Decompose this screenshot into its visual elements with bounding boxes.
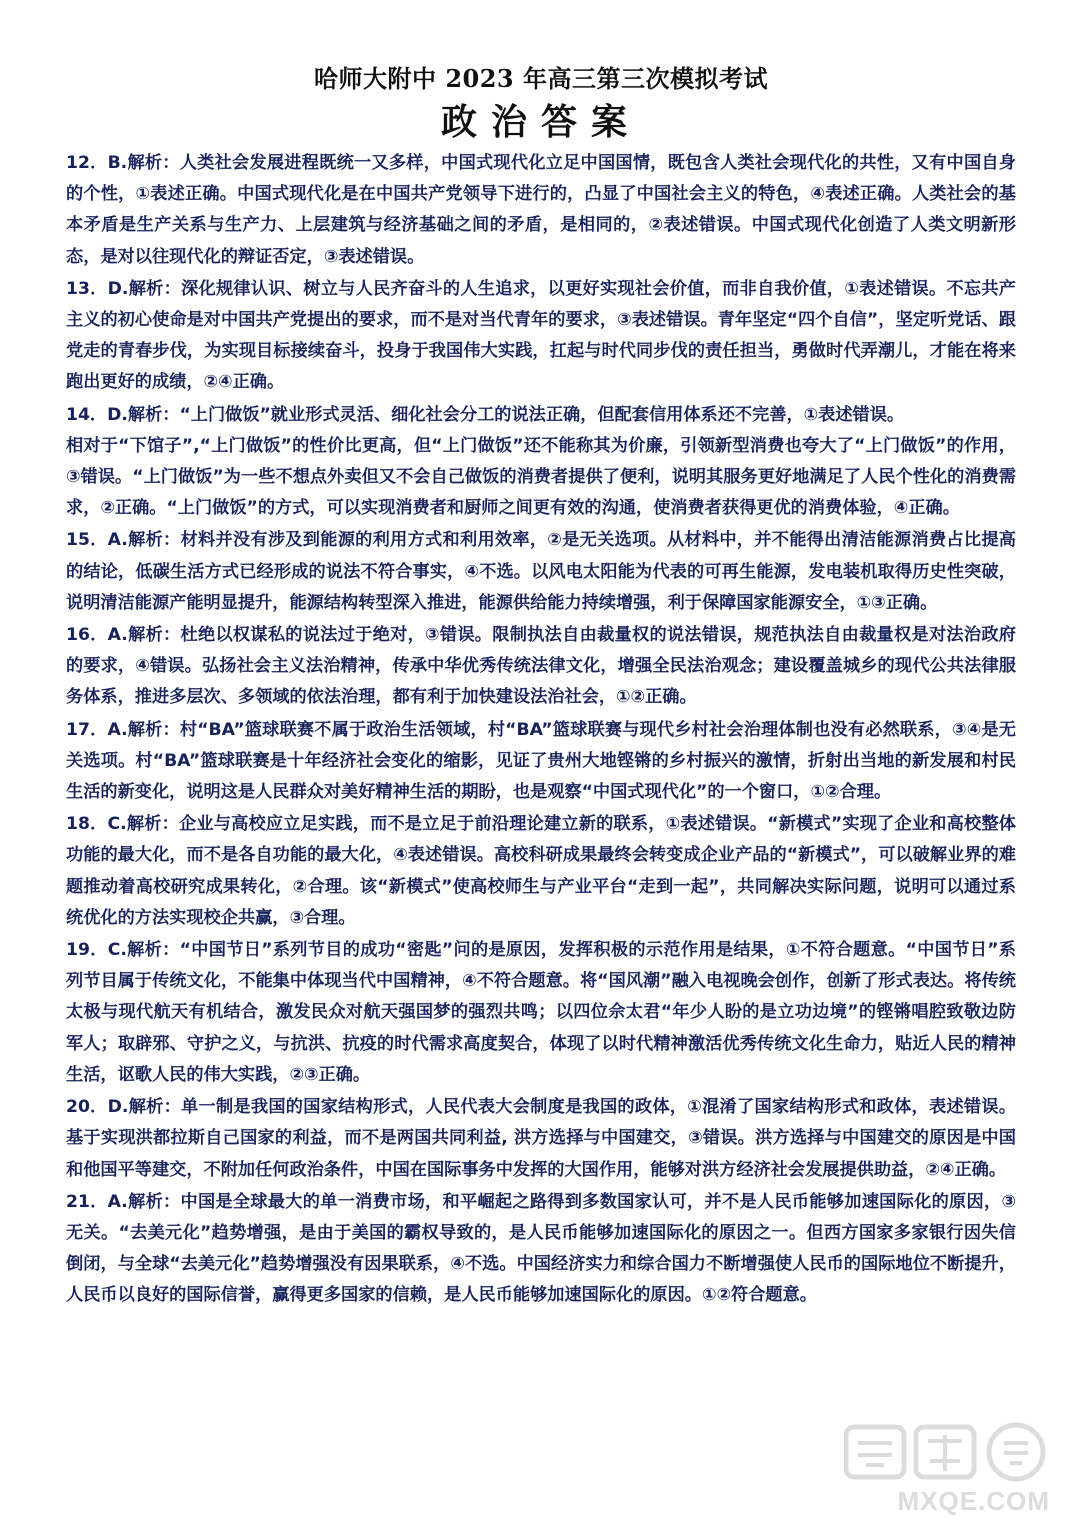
answer-list [66, 148, 1016, 1312]
answer-text: 相对于“下馆子”,“上门做饭”的性价比更高，但“上门做饭”还不能称其为价廉，引领新型消费也夸大了“上门做饭”的作用，③错误。“上门做饭”为一些不想点外卖但又不会自己做饭的消费者提供了便利，说明其服务更好地满足了人民个性化的消费需求，②正确。“上门做饭”的方式，可以实现消费者和厨师之间更有效的沟通，使消费者获得更优的消费体验，④正确。 [66, 435, 1016, 519]
answer-item [66, 620, 1016, 714]
answer-item [66, 274, 1016, 399]
answer-text: 解析：“上门做饭”就业形式灵活、细化社会分工的说法正确，但配套信用体系还不完善，①表述错误。 [127, 404, 905, 425]
answer-number: 18．C. [66, 814, 127, 835]
page-subtitle: 政治答案 [440, 101, 641, 143]
answer-number: 17．A. [66, 719, 128, 740]
answer-item [66, 809, 1016, 934]
answer-paragraph [66, 809, 1016, 934]
watermark-logo [844, 1421, 1054, 1483]
answer-paragraph [66, 1092, 1016, 1186]
answer-text: 解析：杜绝以权谋私的说法过于绝对，③错误。限制执法自由裁量权的说法错误，规范执法自由裁量权是对法治政府的要求，④错误。弘扬社会主义法治精神，传承中华优秀传统法律文化，增强全民法治观念；建设覆盖城乡的现代公共法律服务体系，推进多层次、多领域的依法治理，都有利于加快建设法治社会，①②正确。 [66, 625, 1016, 708]
answer-paragraph [66, 148, 1016, 273]
answer-text: 解析：人类社会发展进程既统一又多样，中国式现代化立足中国国情，既包含人类社会现代化的共性，又有中国自身的个性，①表述正确。中国式现代化是在中国共产党领导下进行的，凸显了中国社会主义的特色，④表述正确。人类社会的基本矛盾是生产关系与生产力、上层建筑与经济基础之间的矛盾，是相同的，②表述错误。中国式现代化创造了人类文明新形态，是对以往现代化的辩证否定，③表述错误。 [66, 153, 1016, 267]
answer-item [66, 525, 1016, 619]
watermark [844, 1421, 1054, 1517]
answer-number: 15．A. [66, 530, 128, 551]
answer-item [66, 715, 1016, 809]
answer-item [66, 1187, 1016, 1312]
answer-paragraph [66, 525, 1016, 619]
answer-number: 13．D. [66, 278, 129, 299]
page-title: 哈师大附中 2023 年高三第三次模拟考试 [313, 64, 768, 93]
answer-text: 解析：“中国节日”系列节目的成功“密匙”问的是原因，发挥积极的示范作用是结果，①不符合题意。“中国节日”系列节目属于传统文化，不能集中体现当代中国精神，④不符合题意。将“国风潮”融入电视晚会创作，创新了形式表达。将传统太极与现代航天有机结合，激发民众对航天强国梦的强烈共鸣；以四位佘太君“年少人盼的是立功边境”的铿锵唱腔致敬边防军人；取辟邪、守护之义，与抗洪、抗疫的时代需求高度契合，体现了以时代精神激活优秀传统文化生命力，贴近人民的精神生活，讴歌人民的伟大实践，②③正确。 [66, 940, 1016, 1085]
answer-paragraph [66, 1187, 1016, 1312]
answer-number: 14．D. [66, 404, 128, 425]
answer-text: 解析：单一制是我国的国家结构形式，人民代表大会制度是我国的政体，①混淆了国家结构形式和政体，表述错误。基于实现洪都拉斯自己国家的利益，而不是两国共同利益, 洪方选择与中国建交，③错误。洪方选择与中国建交的原因是中国和他国平等建交，不附加任何政治条件，中国在国际事务中发挥的大国作用，能够对洪方经济社会发展提供助益，②④正确。 [66, 1097, 1016, 1180]
answer-text: 解析：深化规律认识、树立与人民齐奋斗的人生追求，以更好实现社会价值，而非自我价值，①表述错误。不忘共产主义的初心使命是对中国共产党提出的要求，而不是对当代青年的要求，③表述错误。青年坚定“四个自信”，坚定听党话、跟党走的青春步伐，为实现目标接续奋斗，投身于我国伟大实践，扛起与时代同步伐的责任担当，勇做时代弄潮儿，才能在将来跑出更好的成绩，②④正确。 [66, 278, 1016, 393]
answer-text: 解析：企业与高校应立足实践，而不是立足于前沿理论建立新的联系，①表述错误。“新模式”实现了企业和高校整体功能的最大化，而不是各自功能的最大化，④表述错误。高校科研成果最终会转变成企业产品的“新模式”，可以破解业界的难题推动着高校研究成果转化，②合理。该“新模式”使高校师生与产业平台“走到一起”，共同解决实际问题，说明可以通过系统优化的方法实现校企共赢，③合理。 [66, 814, 1016, 928]
answer-paragraph [66, 400, 1016, 431]
answer-text: 解析：中国是全球最大的单一消费市场，和平崛起之路得到多数国家认可，并不是人民币能够加速国际化的原因，③无关。“去美元化”趋势增强，是由于美国的霸权导致的，是人民币能够加速国际化的原因之一。但西方国家多家银行因失信倒闭，与全球“去美元化”趋势增强没有因果联系，④不选。中国经济实力和综合国力不断增强使人民币的国际地位不断提升，人民币以良好的国际信誉，赢得更多国家的信赖，是人民币能够加速国际化的原因。①②符合题意。 [66, 1191, 1016, 1306]
answer-item [66, 400, 1016, 525]
answer-number: 20．D. [66, 1097, 129, 1118]
answer-number: 21．A. [66, 1191, 128, 1212]
answer-paragraph [66, 431, 1016, 525]
answer-item [66, 935, 1016, 1091]
answer-number: 16．A. [66, 625, 128, 646]
answer-text: 解析：村“BA”篮球联赛不属于政治生活领域，村“BA”篮球联赛与现代乡村社会治理体制也没有必然联系，③④是无关选项。村“BA”篮球联赛是十年经济社会变化的缩影，见证了贵州大地铿锵的乡村振兴的激情，折射出当地的新发展和村民生活的新变化，说明这是人民群众对美好精神生活的期盼，也是观察“中国式现代化”的一个窗口，①②合理。 [66, 719, 1016, 803]
answer-item [66, 148, 1016, 273]
answer-paragraph [66, 274, 1016, 399]
answer-paragraph [66, 715, 1016, 809]
answer-text: 解析：材料并没有涉及到能源的利用方式和利用效率，②是无关选项。从材料中，并不能得出清洁能源消费占比提高的结论，低碳生活方式已经形成的说法不符合事实，④不选。以风电太阳能为代表的可再生能源，发电装机取得历史性突破，说明清洁能源产能明显提升，能源结构转型深入推进，能源供给能力持续增强，利于保障国家能源安全，①③正确。 [66, 530, 1016, 613]
answer-paragraph [66, 935, 1016, 1091]
watermark-url: MXQE.COM [897, 1486, 1050, 1516]
answer-number: 12．B. [66, 153, 128, 173]
answer-number: 19．C. [66, 940, 127, 961]
answer-paragraph [66, 620, 1016, 714]
answer-item [66, 1092, 1016, 1186]
